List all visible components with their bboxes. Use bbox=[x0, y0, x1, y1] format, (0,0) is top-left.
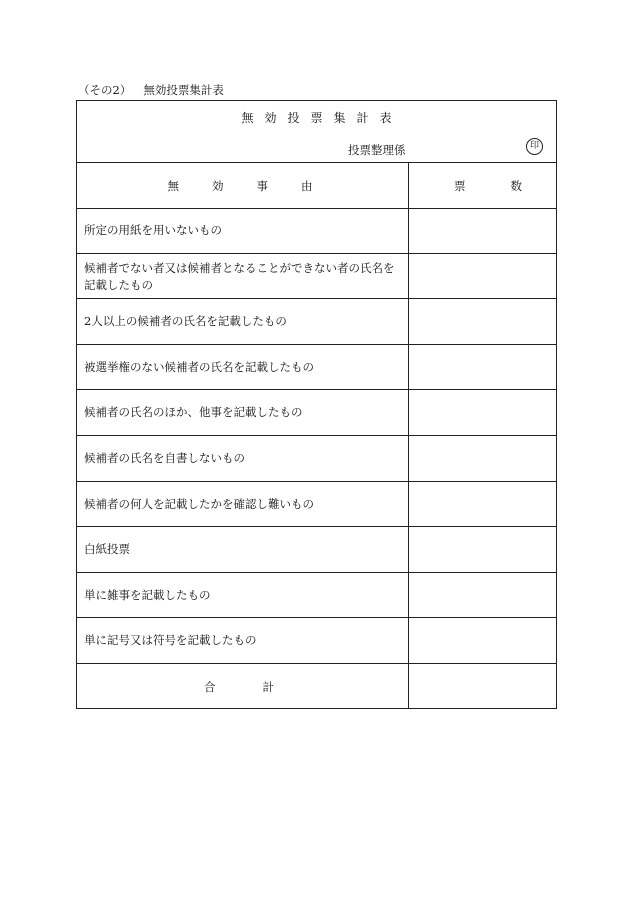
sheet-header bbox=[77, 101, 556, 163]
clerk-label: 投票整理係 bbox=[348, 143, 406, 157]
column-header-count: 票数 bbox=[454, 179, 567, 193]
document-caption bbox=[78, 82, 224, 98]
reason-text: 候補者の氏名のほか、他事を記載したもの bbox=[84, 405, 303, 420]
reason-text: 被選挙権のない候補者の氏名を記載したもの bbox=[84, 359, 314, 374]
total-label: 合計 bbox=[204, 679, 321, 694]
reason-text: 候補者でない者又は候補者となることができない者の氏名を記載したもの bbox=[84, 260, 395, 292]
reason-row bbox=[77, 527, 556, 573]
reason-row bbox=[77, 618, 556, 664]
total-row bbox=[77, 664, 556, 709]
reason-row bbox=[77, 482, 556, 528]
column-header-row bbox=[77, 162, 567, 209]
reason-row bbox=[77, 390, 556, 436]
reason-text: 候補者の何人を記載したかを確認し難いもの bbox=[84, 496, 314, 511]
count-cell bbox=[409, 573, 557, 618]
reason-row bbox=[77, 436, 556, 482]
reason-text: 単に記号又は符号を記載したもの bbox=[84, 633, 257, 648]
count-cell bbox=[409, 390, 557, 435]
count-cell bbox=[409, 208, 557, 253]
form-title: 無効投票集計表 bbox=[241, 111, 403, 125]
seal-mark: 印 bbox=[526, 138, 543, 155]
count-cell bbox=[409, 482, 557, 527]
reason-row bbox=[77, 208, 556, 254]
tally-sheet bbox=[76, 100, 567, 709]
count-cell bbox=[409, 254, 557, 299]
reason-row bbox=[77, 573, 556, 619]
count-cell bbox=[409, 299, 557, 344]
reason-row bbox=[77, 299, 556, 345]
column-divider bbox=[408, 162, 409, 709]
reason-text: 2人以上の候補者の氏名を記載したもの bbox=[84, 314, 287, 329]
reason-text: 白紙投票 bbox=[84, 542, 130, 557]
caption-part: （その2） bbox=[78, 83, 132, 97]
reason-row bbox=[77, 345, 556, 391]
reason-row bbox=[77, 254, 556, 300]
count-cell bbox=[409, 527, 557, 572]
caption-title: 無効投票集計表 bbox=[143, 83, 224, 97]
reason-text: 候補者の氏名を自書しないもの bbox=[84, 451, 245, 465]
reason-text: 単に雑事を記載したもの bbox=[84, 587, 211, 602]
column-header-reason: 無効事由 bbox=[167, 179, 346, 193]
count-cell bbox=[409, 618, 557, 663]
count-cell bbox=[409, 345, 557, 390]
reason-text: 所定の用紙を用いないもの bbox=[84, 223, 222, 237]
total-count-cell bbox=[409, 664, 557, 709]
count-cell bbox=[409, 436, 557, 481]
